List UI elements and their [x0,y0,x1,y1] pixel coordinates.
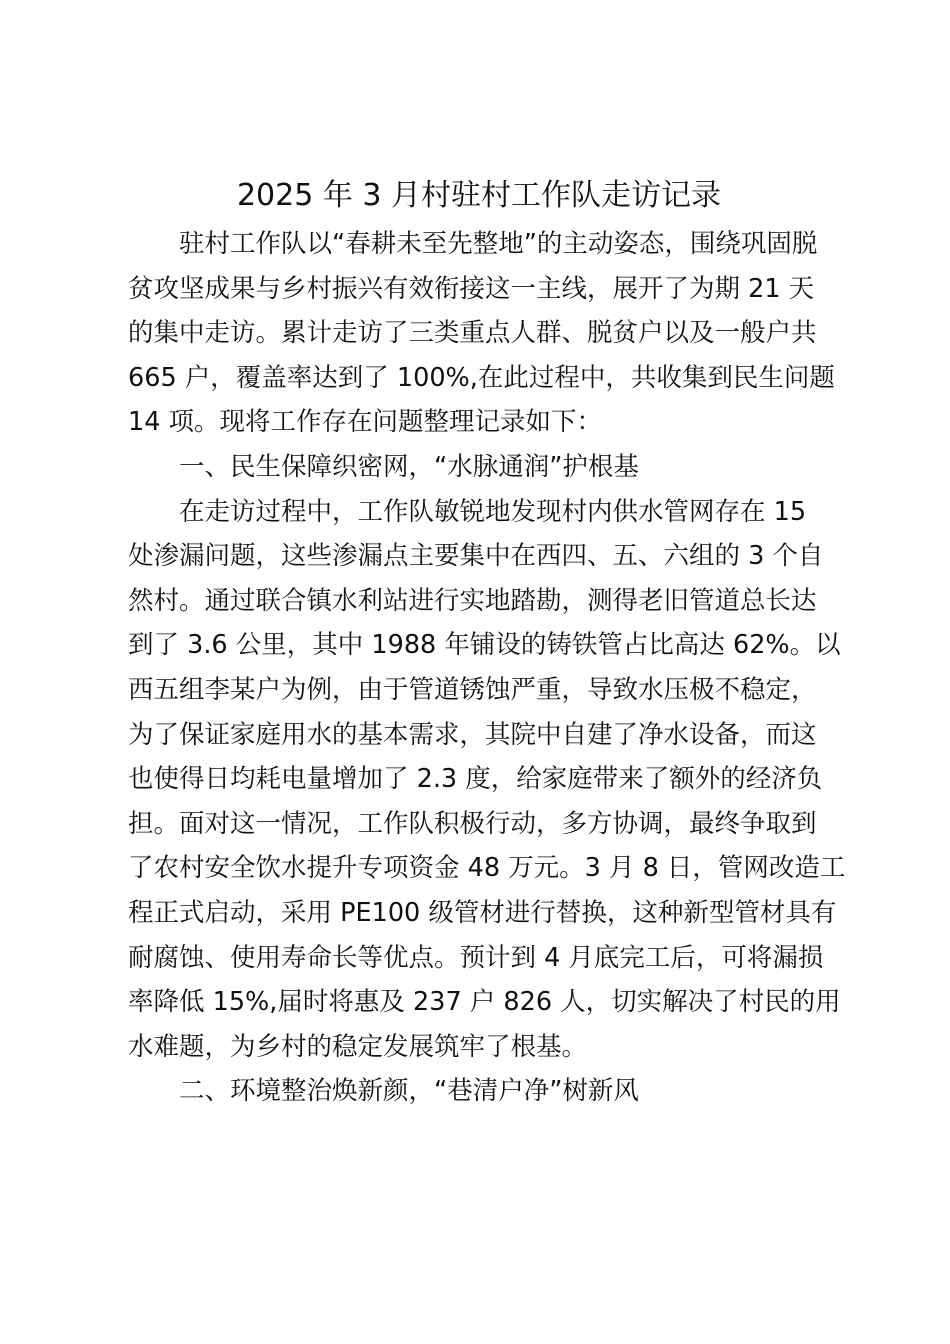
paragraph-line: 驻村工作队以“春耕未至先整地”的主动姿态，围绕巩固脱 [179,229,818,259]
paragraph-line: 贫攻坚成果与乡村振兴有效衔接这一主线，展开了为期 21 天 [128,273,815,304]
paragraph-line: 在走访过程中，工作队敏锐地发现村内供水管网存在 15 [179,496,807,527]
paragraph-line: 665 户，覆盖率达到了 100%,在此过程中，共收集到民生问题 [128,362,835,393]
paragraph-line: 处渗漏问题，这些渗漏点主要集中在西四、五、六组的 3 个自 [128,541,824,572]
section-heading: 二、环境整治焕新颜，“巷清户净”树新风 [179,1076,639,1107]
paragraph-line: 的集中走访。累计走访了三类重点人群、脱贫户以及一般户共 [128,318,817,349]
paragraph-line: 西五组李某户为例，由于管道锈蚀严重，导致水压极不稳定， [128,674,817,705]
paragraph-line: 率降低 15%,届时将惠及 237 户 826 人，切实解决了村民的用 [128,987,841,1018]
paragraph-line: 到了 3.6 公里，其中 1988 年铺设的铸铁管占比高达 62%。以 [128,630,841,661]
paragraph-line: 耐腐蚀、使用寿命长等优点。预计到 4 月底完工后，可将漏损 [128,942,824,973]
paragraph-line: 也使得日均耗电量增加了 2.3 度，给家庭带来了额外的经济负 [128,764,823,795]
paragraph-line: 水难题，为乡村的稳定发展筑牢了根基。 [128,1031,588,1062]
paragraph-line: 担。面对这一情况，工作队积极行动，多方协调，最终争取到 [128,808,817,839]
paragraph-line: 了农村安全饮水提升专项资金 48 万元。3 月 8 日，管网改造工 [128,853,846,884]
paragraph-line: 然村。通过联合镇水利站进行实地踏勘，测得老旧管道总长达 [128,585,817,616]
paragraph-line: 为了保证家庭用水的基本需求，其院中自建了净水设备，而这 [128,719,817,750]
paragraph-line: 14 项。现将工作存在问题整理记录如下： [128,407,603,438]
paragraph-line: 程正式启动，采用 PE100 级管材进行替换，这种新型管材具有 [128,897,837,928]
document-body [128,222,846,1114]
section-heading: 一、民生保障织密网，“水脉通润”护根基 [179,451,639,482]
document-title: 2025 年 3 月村驻村工作队走访记录 [236,178,722,213]
